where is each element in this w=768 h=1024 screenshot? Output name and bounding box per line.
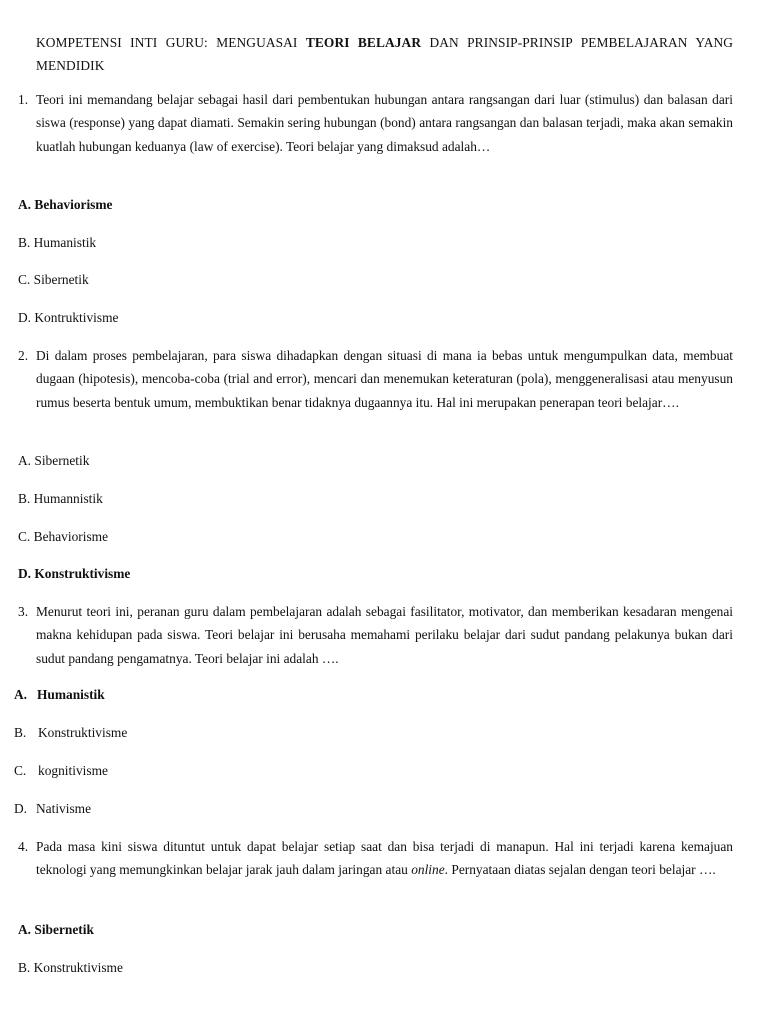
option-text: Konstruktivisme xyxy=(38,725,128,740)
option-text: kognitivisme xyxy=(38,763,108,778)
option-text: Humanistik xyxy=(33,235,97,250)
option-4a xyxy=(18,920,94,940)
question-4 xyxy=(18,835,733,882)
question-text: Di dalam proses pembelajaran, para siswa dihadapkan dengan situasi di mana ia bebas untuk mengumpulkan data, membuat dugaan (hipotesis), mencoba-coba (trial and error), mencari dan menemukan keteraturan (pola), menggeneralisasi atau menyusun rumus beserta bentuk umum, membuktikan benar tidaknya dugaannya itu. Hal ini merupakan penerapan teori belajar…. xyxy=(36,348,733,410)
option-text: Behaviorisme xyxy=(34,197,113,212)
option-letter: B. xyxy=(18,960,31,975)
option-1d xyxy=(18,308,118,328)
option-3b xyxy=(14,723,127,743)
option-letter: B. xyxy=(18,235,31,250)
option-text: Behaviorisme xyxy=(33,529,109,544)
option-3a xyxy=(14,685,105,705)
option-3d xyxy=(14,799,91,819)
option-text: Sibernetik xyxy=(33,272,89,287)
option-letter: D. xyxy=(18,310,32,325)
option-1b xyxy=(18,233,96,253)
option-letter: A. xyxy=(18,922,32,937)
option-2a xyxy=(18,451,89,471)
option-letter: C. xyxy=(18,529,31,544)
question-number: 3. xyxy=(18,604,29,619)
question-number: 1. xyxy=(18,92,29,107)
option-2d xyxy=(18,564,130,584)
option-letter: B. xyxy=(18,491,31,506)
option-letter: A. xyxy=(18,197,32,212)
title-suffix: DAN PRINSIP-PRINSIP PEMBELAJARAN YANG MENDIDIK xyxy=(36,35,734,73)
title-prefix: KOMPETENSI INTI GURU: MENGUASAI xyxy=(36,35,306,50)
option-2c xyxy=(18,527,108,547)
option-1c xyxy=(18,270,89,290)
option-letter: C. xyxy=(14,763,27,778)
question-2 xyxy=(18,344,733,414)
question-text-after: . Pernyataan diatas sejalan dengan teori belajar …. xyxy=(444,862,716,878)
option-letter: C. xyxy=(18,272,31,287)
question-text: Teori ini memandang belajar sebagai hasil dari pembentukan hubungan antara rangsangan dari luar (stimulus) dan balasan dari siswa (response) yang dapat diamati. Semakin sering hubungan (bond) antara rangsangan dan balasan terjadi, maka akan semakin kuatlah hubungan keduanya (law of exercise). Teori belajar yang dimaksud adalah… xyxy=(36,92,733,154)
option-1a xyxy=(18,195,113,215)
question-1 xyxy=(18,88,733,158)
option-text: Konstruktivisme xyxy=(34,566,131,581)
option-2b xyxy=(18,489,103,509)
option-letter: B. xyxy=(14,725,27,740)
title-emphasis: TEORI BELAJAR xyxy=(305,35,422,50)
question-3 xyxy=(18,600,733,670)
option-text: Humannistik xyxy=(33,491,103,506)
question-text-before: Pada masa kini siswa dituntut untuk dapat belajar setiap saat dan bisa terjadi di manapun. Hal ini terjadi karena kemajuan teknologi yang memungkinkan belajar jarak jauh dalam jaringan atau xyxy=(36,839,733,878)
option-letter: D. xyxy=(18,566,32,581)
question-number: 4. xyxy=(18,839,29,854)
option-text: Kontruktivisme xyxy=(34,310,119,325)
option-text: Humanistik xyxy=(37,687,105,702)
question-text: Menurut teori ini, peranan guru dalam pembelajaran adalah sebagai fasilitator, motivator, dan memberikan kesadaran mengenai makna kehidupan pada siswa. Teori belajar ini berusaha memahami perilaku belajar dari sudut pandang pelakunya bukan dari sudut pandang pengamatnya. Teori belajar ini adalah …. xyxy=(36,604,733,666)
option-text: Sibernetik xyxy=(34,922,94,937)
option-text: Konstruktivisme xyxy=(33,960,123,975)
option-4b xyxy=(18,958,123,978)
option-letter: A. xyxy=(14,687,28,702)
question-text-italic: online xyxy=(411,862,445,878)
option-text: Nativisme xyxy=(36,801,92,816)
page-title xyxy=(36,31,733,77)
option-letter: D. xyxy=(14,801,28,816)
option-text: Sibernetik xyxy=(34,453,90,468)
option-3c xyxy=(14,761,108,781)
option-letter: A. xyxy=(18,453,32,468)
question-number: 2. xyxy=(18,348,29,363)
